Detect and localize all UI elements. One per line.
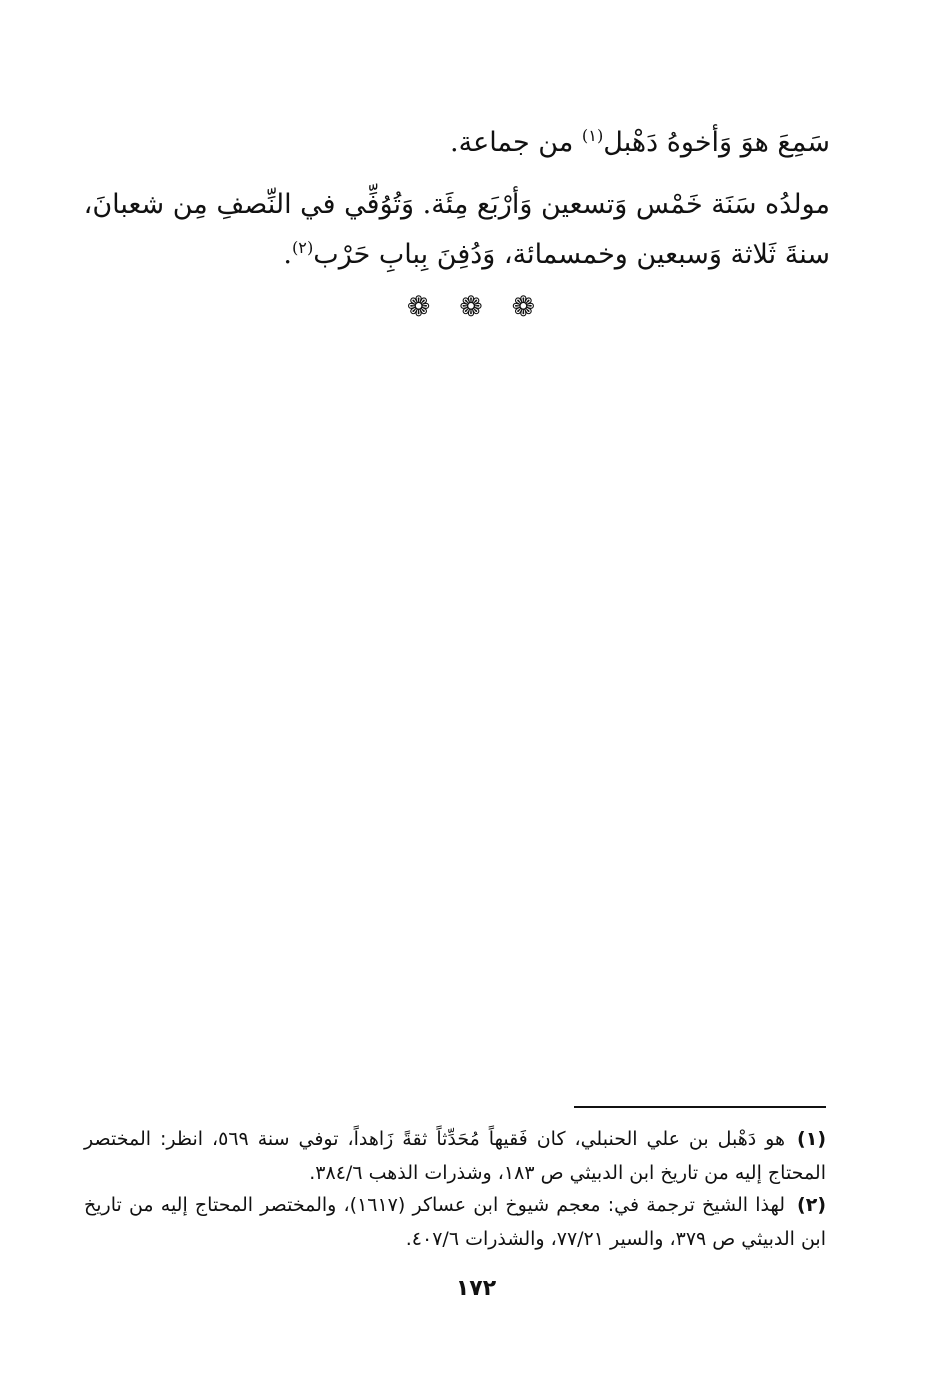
footnote-2 [84, 1188, 826, 1256]
body-line-3-end: . [283, 239, 292, 270]
footnote-2-number: (٢) [797, 1194, 826, 1216]
body-line-1-text: سَمِعَ هوَ وَأخوهُ دَهْبل [603, 127, 830, 158]
body-line-2-text: مولدُه سَنَة خَمْس وَتسعين وَأرْبَع مِئَة. وَتُوُفِّي في النِّصفِ مِن شعبانَ، [83, 189, 830, 220]
body-line-2 [84, 184, 830, 226]
page-number: ١٧٢ [455, 1276, 497, 1301]
body-line-3 [283, 234, 830, 276]
footnote-1-text: هو دَهْبل بن علي الحنبلي، كان فَقيهاً مُحَدِّثاً ثقةً زَاهداً، توفي سنة ٥٦٩، انظر: المختصر المحتاج إليه من تاريخ ابن الدبيثي ص ١٨٣، وشذرات الذهب ٣٨٤/٦. [84, 1128, 826, 1184]
footnote-ref-1: (١) [581, 126, 604, 145]
body-line-1 [450, 122, 830, 164]
body-line-1-end: من جماعة. [450, 127, 574, 158]
ornament-icon: ❁ [511, 290, 546, 323]
footnote-separator [574, 1106, 826, 1108]
footnote-1-number: (١) [797, 1128, 826, 1150]
ornament-icon: ❁ [406, 290, 441, 323]
body-line-3-text: سنةَ ثَلاثة وَسبعين وخمسمائة، وَدُفِنَ بِبابِ حَرْب [313, 239, 830, 270]
footnote-2-text: لهذا الشيخ ترجمة في: معجم شيوخ ابن عساكر (١٦١٧)، والمختصر المحتاج إليه من تاريخ ابن الدبيثي ص ٣٧٩، والسير ٧٧/٢١، والشذرات ٤٠٧/٦. [84, 1194, 826, 1250]
footnote-1 [84, 1122, 826, 1190]
section-divider-ornaments [0, 290, 952, 323]
ornament-icon: ❁ [459, 290, 493, 323]
footnote-ref-2: (٢) [291, 238, 314, 257]
